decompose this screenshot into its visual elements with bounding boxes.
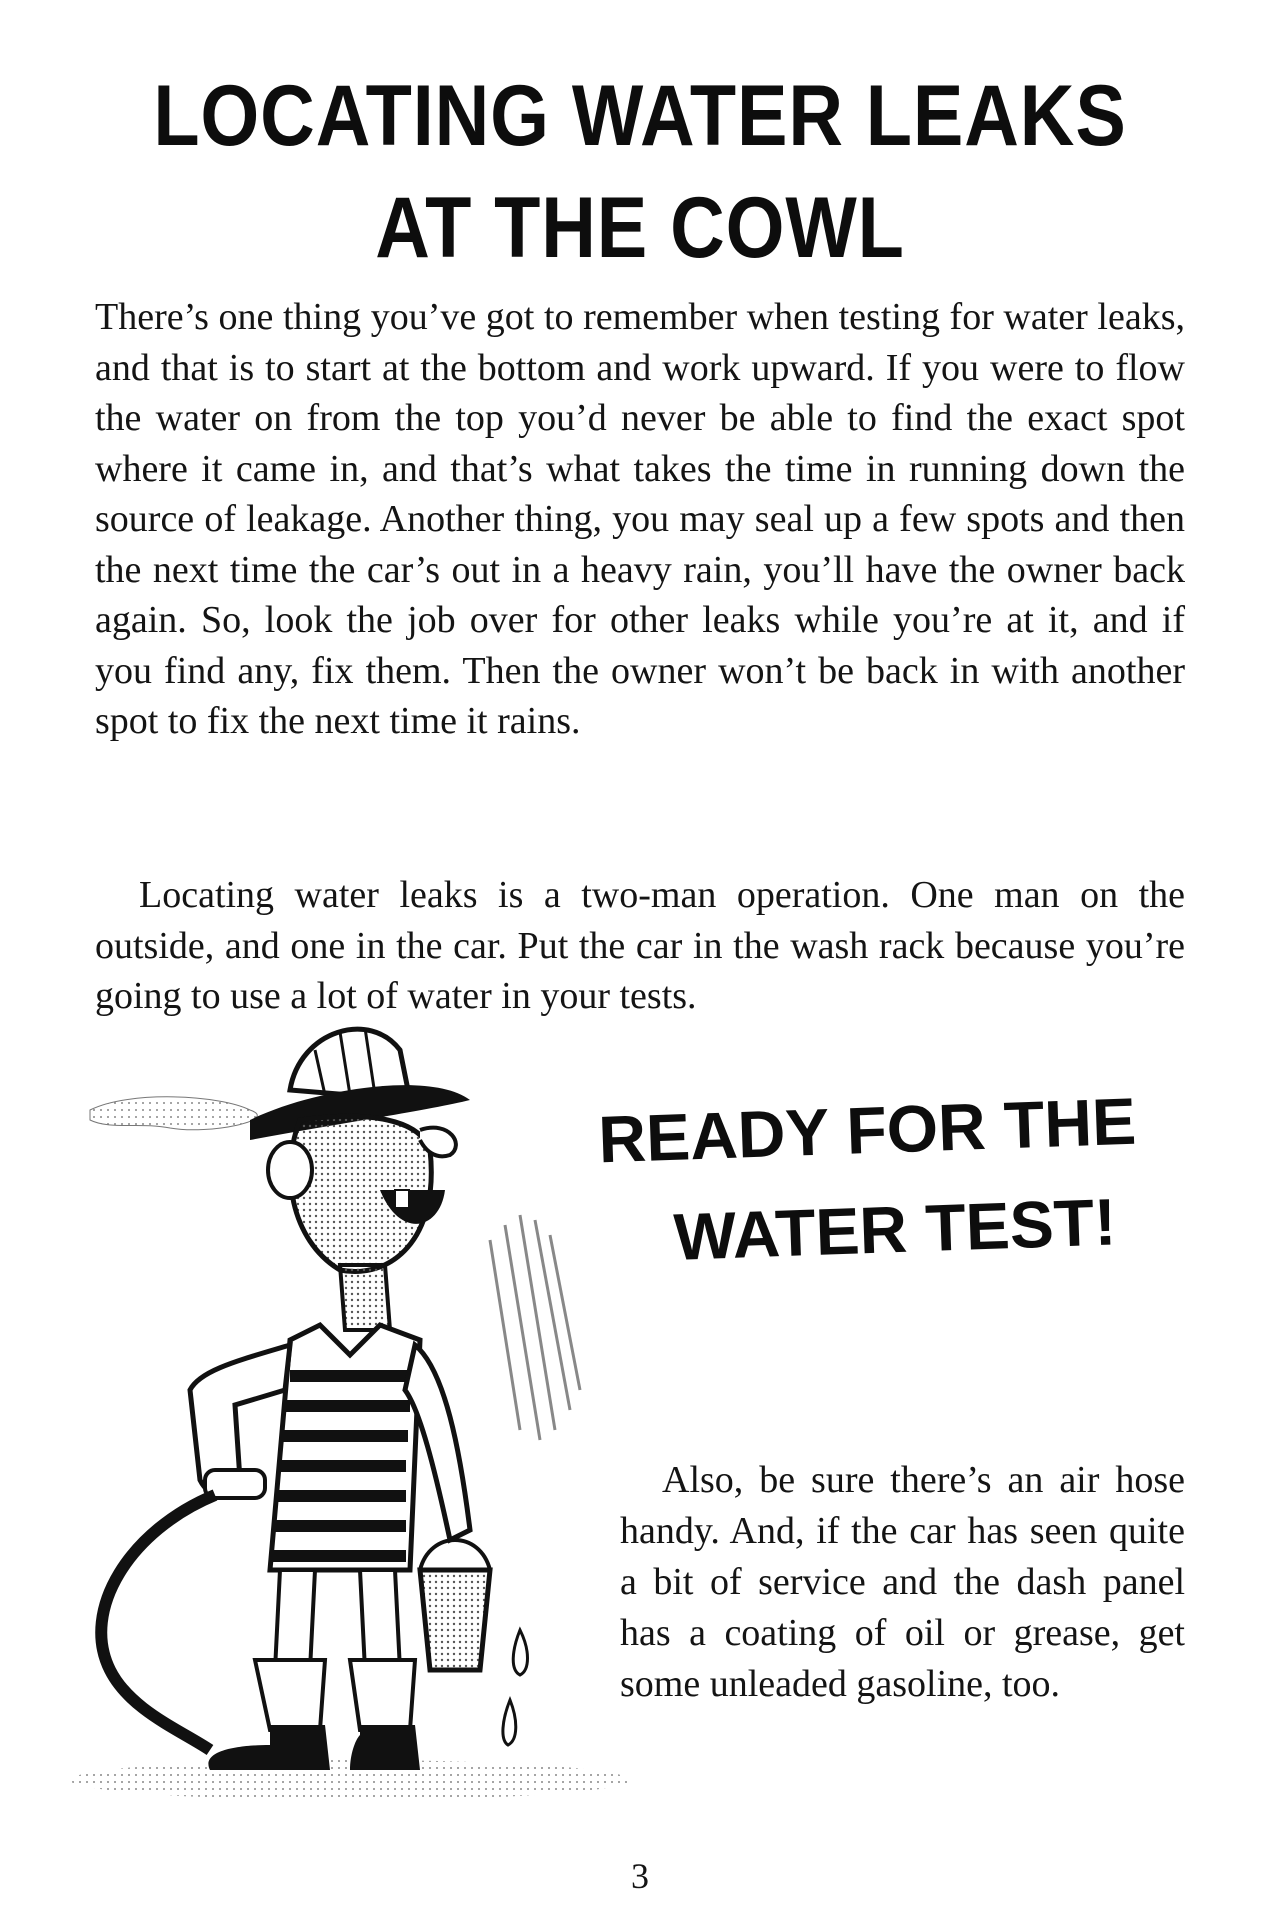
ready-for-water-test-callout (597, 1071, 1141, 1290)
intro-paragraph: There’s one thing you’ve got to remember when testing for water leaks, and that is to start at the bottom and work upward. If you were to flow the water on from the top you’d never be able to find the exact spot where it came in, and that’s what takes the time in running down the source of leakage. Another thing, you may seal up a few spots and then the next time the car’s out in a heavy rain, you’ll have the owner back again. So, look the job over for other leaks while you’re at it, and if you find any, fix them. Then the owner won’t be back in with another spot to fix the next time it rains. (95, 296, 1185, 742)
title-line-1: LOCATING WATER LEAKS (153, 68, 1127, 164)
mechanic-with-hose-cartoon-icon (50, 1010, 650, 1810)
title-line-2: AT THE COWL (375, 180, 905, 276)
callout-line-2: WATER TEST! (672, 1184, 1118, 1274)
page-title (77, 60, 1203, 284)
page-number: 3 (631, 1856, 649, 1896)
callout-line-1: READY FOR THE (597, 1083, 1138, 1177)
two-man-paragraph: Locating water leaks is a two-man operation. One man on the outside, and one in the car. Put the car in the wash rack because you’re going to use a lot of water in your tests. (95, 874, 1185, 1017)
air-hose-paragraph: Also, be sure there’s an air hose handy. And, if the car has seen quite a bit of service and the dash panel has a coating of oil or grease, get some unleaded gasoline, too. (620, 1459, 1185, 1705)
